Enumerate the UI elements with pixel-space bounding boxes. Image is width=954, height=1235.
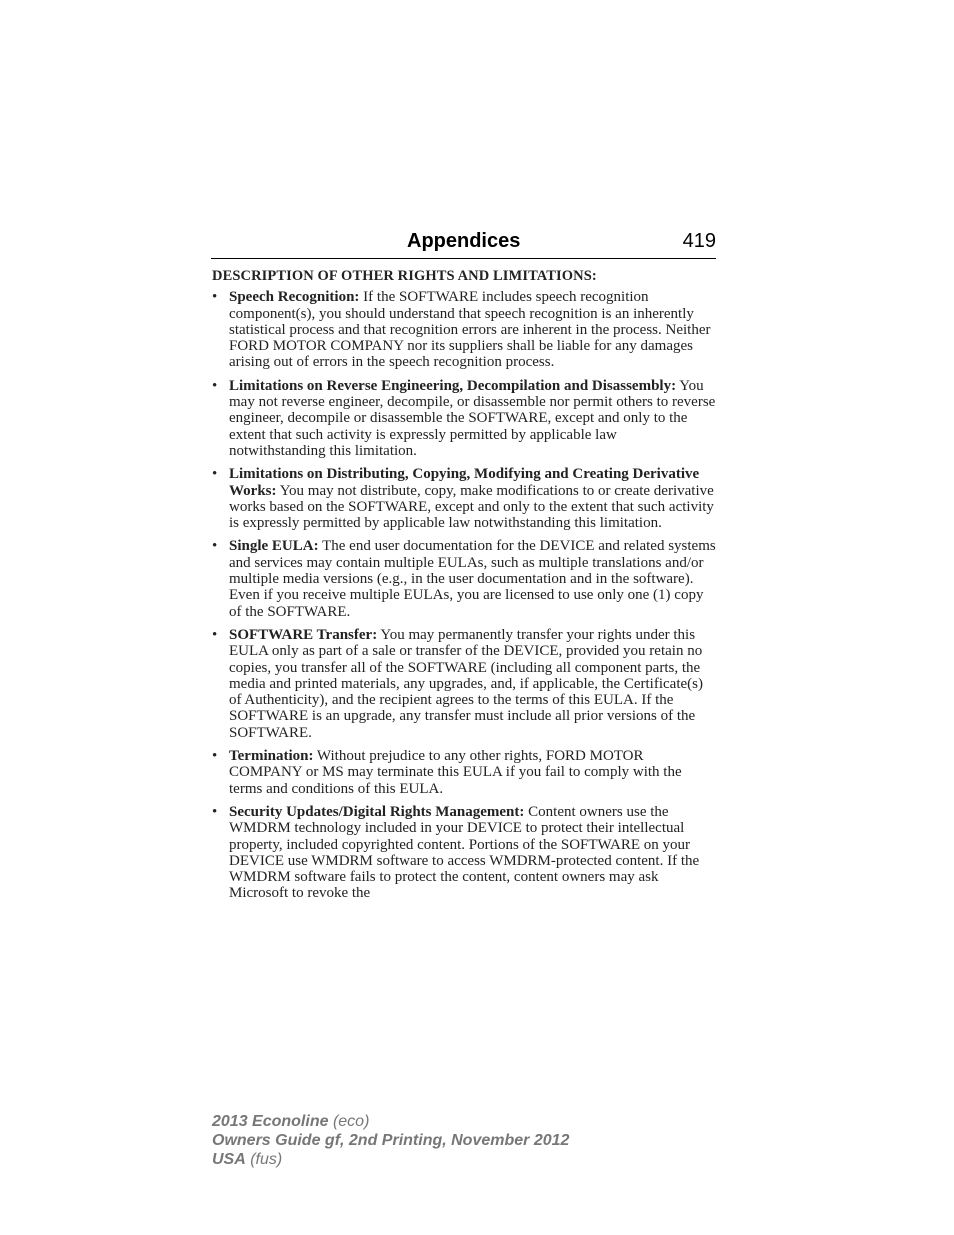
bullet-icon: • — [212, 377, 218, 394]
main-content — [212, 268, 717, 909]
footer-vehicle — [212, 1112, 569, 1131]
page-footer — [212, 1112, 569, 1169]
item-text: If the SOFTWARE includes speech recognition component(s), you should understand that speech recognition is an inherently statistical process and that recognition errors are inherent in the process. Neither FORD MOTOR COMPANY nor its suppliers shall be liable for any damages arising out of errors in the speech recognition process. — [229, 289, 711, 371]
item-term: Termination: — [229, 748, 314, 765]
footer-model: 2013 Econoline — [212, 1113, 329, 1130]
bullet-icon: • — [212, 803, 218, 820]
item-term: SOFTWARE Transfer: — [229, 626, 378, 643]
rights-list — [212, 289, 717, 901]
footer-market — [212, 1150, 569, 1169]
item-text: The end user documentation for the DEVICE and related systems and services may contain multiple EULAs, such as multiple translations and/or multiple media versions (e.g., in the user documentation and in the software). Even if you receive multiple EULAs, you are licensed to use only one (1) copy of the SOFTWARE. — [229, 538, 716, 620]
item-text: You may not reverse engineer, decompile, or disassemble nor permit others to reverse engineer, decompile or disassemble the SOFTWARE, except and only to the extent that such activity is expressly permitted by applicable law notwithstanding this limitation. — [229, 377, 716, 459]
item-term: Security Updates/Digital Rights Management: — [229, 803, 525, 820]
list-item — [212, 627, 717, 741]
list-item — [212, 289, 717, 370]
list-item — [212, 466, 717, 531]
item-text: You may permanently transfer your rights under this EULA only as part of a sale or transfer of the DEVICE, provided you retain no copies, you transfer all of the SOFTWARE (including all component parts, the media and printed materials, any upgrades, and, if applicable, the Certificate(s) of Authenticity), and the recipient agrees to the terms of this EULA. If the SOFTWARE is an upgrade, any transfer must include all prior versions of the SOFTWARE. — [229, 626, 703, 741]
item-term: Single EULA: — [229, 538, 319, 555]
item-text: You may not distribute, copy, make modifications to or create derivative works based on the SOFTWARE, except and only to the extent that such activity is expressly permitted by applicable law notwithstanding this limitation. — [229, 482, 714, 532]
footer-country: USA — [212, 1151, 246, 1168]
bullet-icon: • — [212, 289, 218, 306]
list-item — [212, 804, 717, 902]
item-term: Limitations on Distributing, Copying, Modifying and Creating Derivative Works: — [229, 466, 700, 499]
list-item — [212, 378, 717, 459]
bullet-icon: • — [212, 466, 218, 483]
footer-guide: Owners Guide gf, 2nd Printing, November 2012 — [212, 1132, 570, 1149]
bullet-icon: • — [212, 626, 218, 643]
item-term: Speech Recognition: — [229, 289, 360, 306]
item-text: Content owners use the WMDRM technology included in your DEVICE to protect their intellectual property, included copyrighted content. Portions of the SOFTWARE on your DEVICE use WMDRM software to access WMDRM-protected content. If the WMDRM software fails to protect the content, content owners may ask Microsoft to revoke the — [229, 803, 700, 902]
page-header — [211, 228, 716, 259]
section-heading: DESCRIPTION OF OTHER RIGHTS AND LIMITATIONS: — [212, 268, 597, 284]
bullet-icon: • — [212, 538, 218, 555]
section-title: Appendices — [407, 230, 521, 252]
list-item — [212, 748, 717, 797]
page-number: 419 — [682, 230, 716, 252]
item-text: Without prejudice to any other rights, FORD MOTOR COMPANY or MS may terminate this EULA if you fail to comply with the terms and conditions of this EULA. — [229, 748, 682, 797]
bullet-icon: • — [212, 748, 218, 765]
item-term: Limitations on Reverse Engineering, Decompilation and Disassembly: — [229, 377, 677, 394]
footer-market-code: (fus) — [245, 1151, 283, 1168]
list-item — [212, 538, 717, 619]
footer-model-code: (eco) — [328, 1113, 370, 1130]
